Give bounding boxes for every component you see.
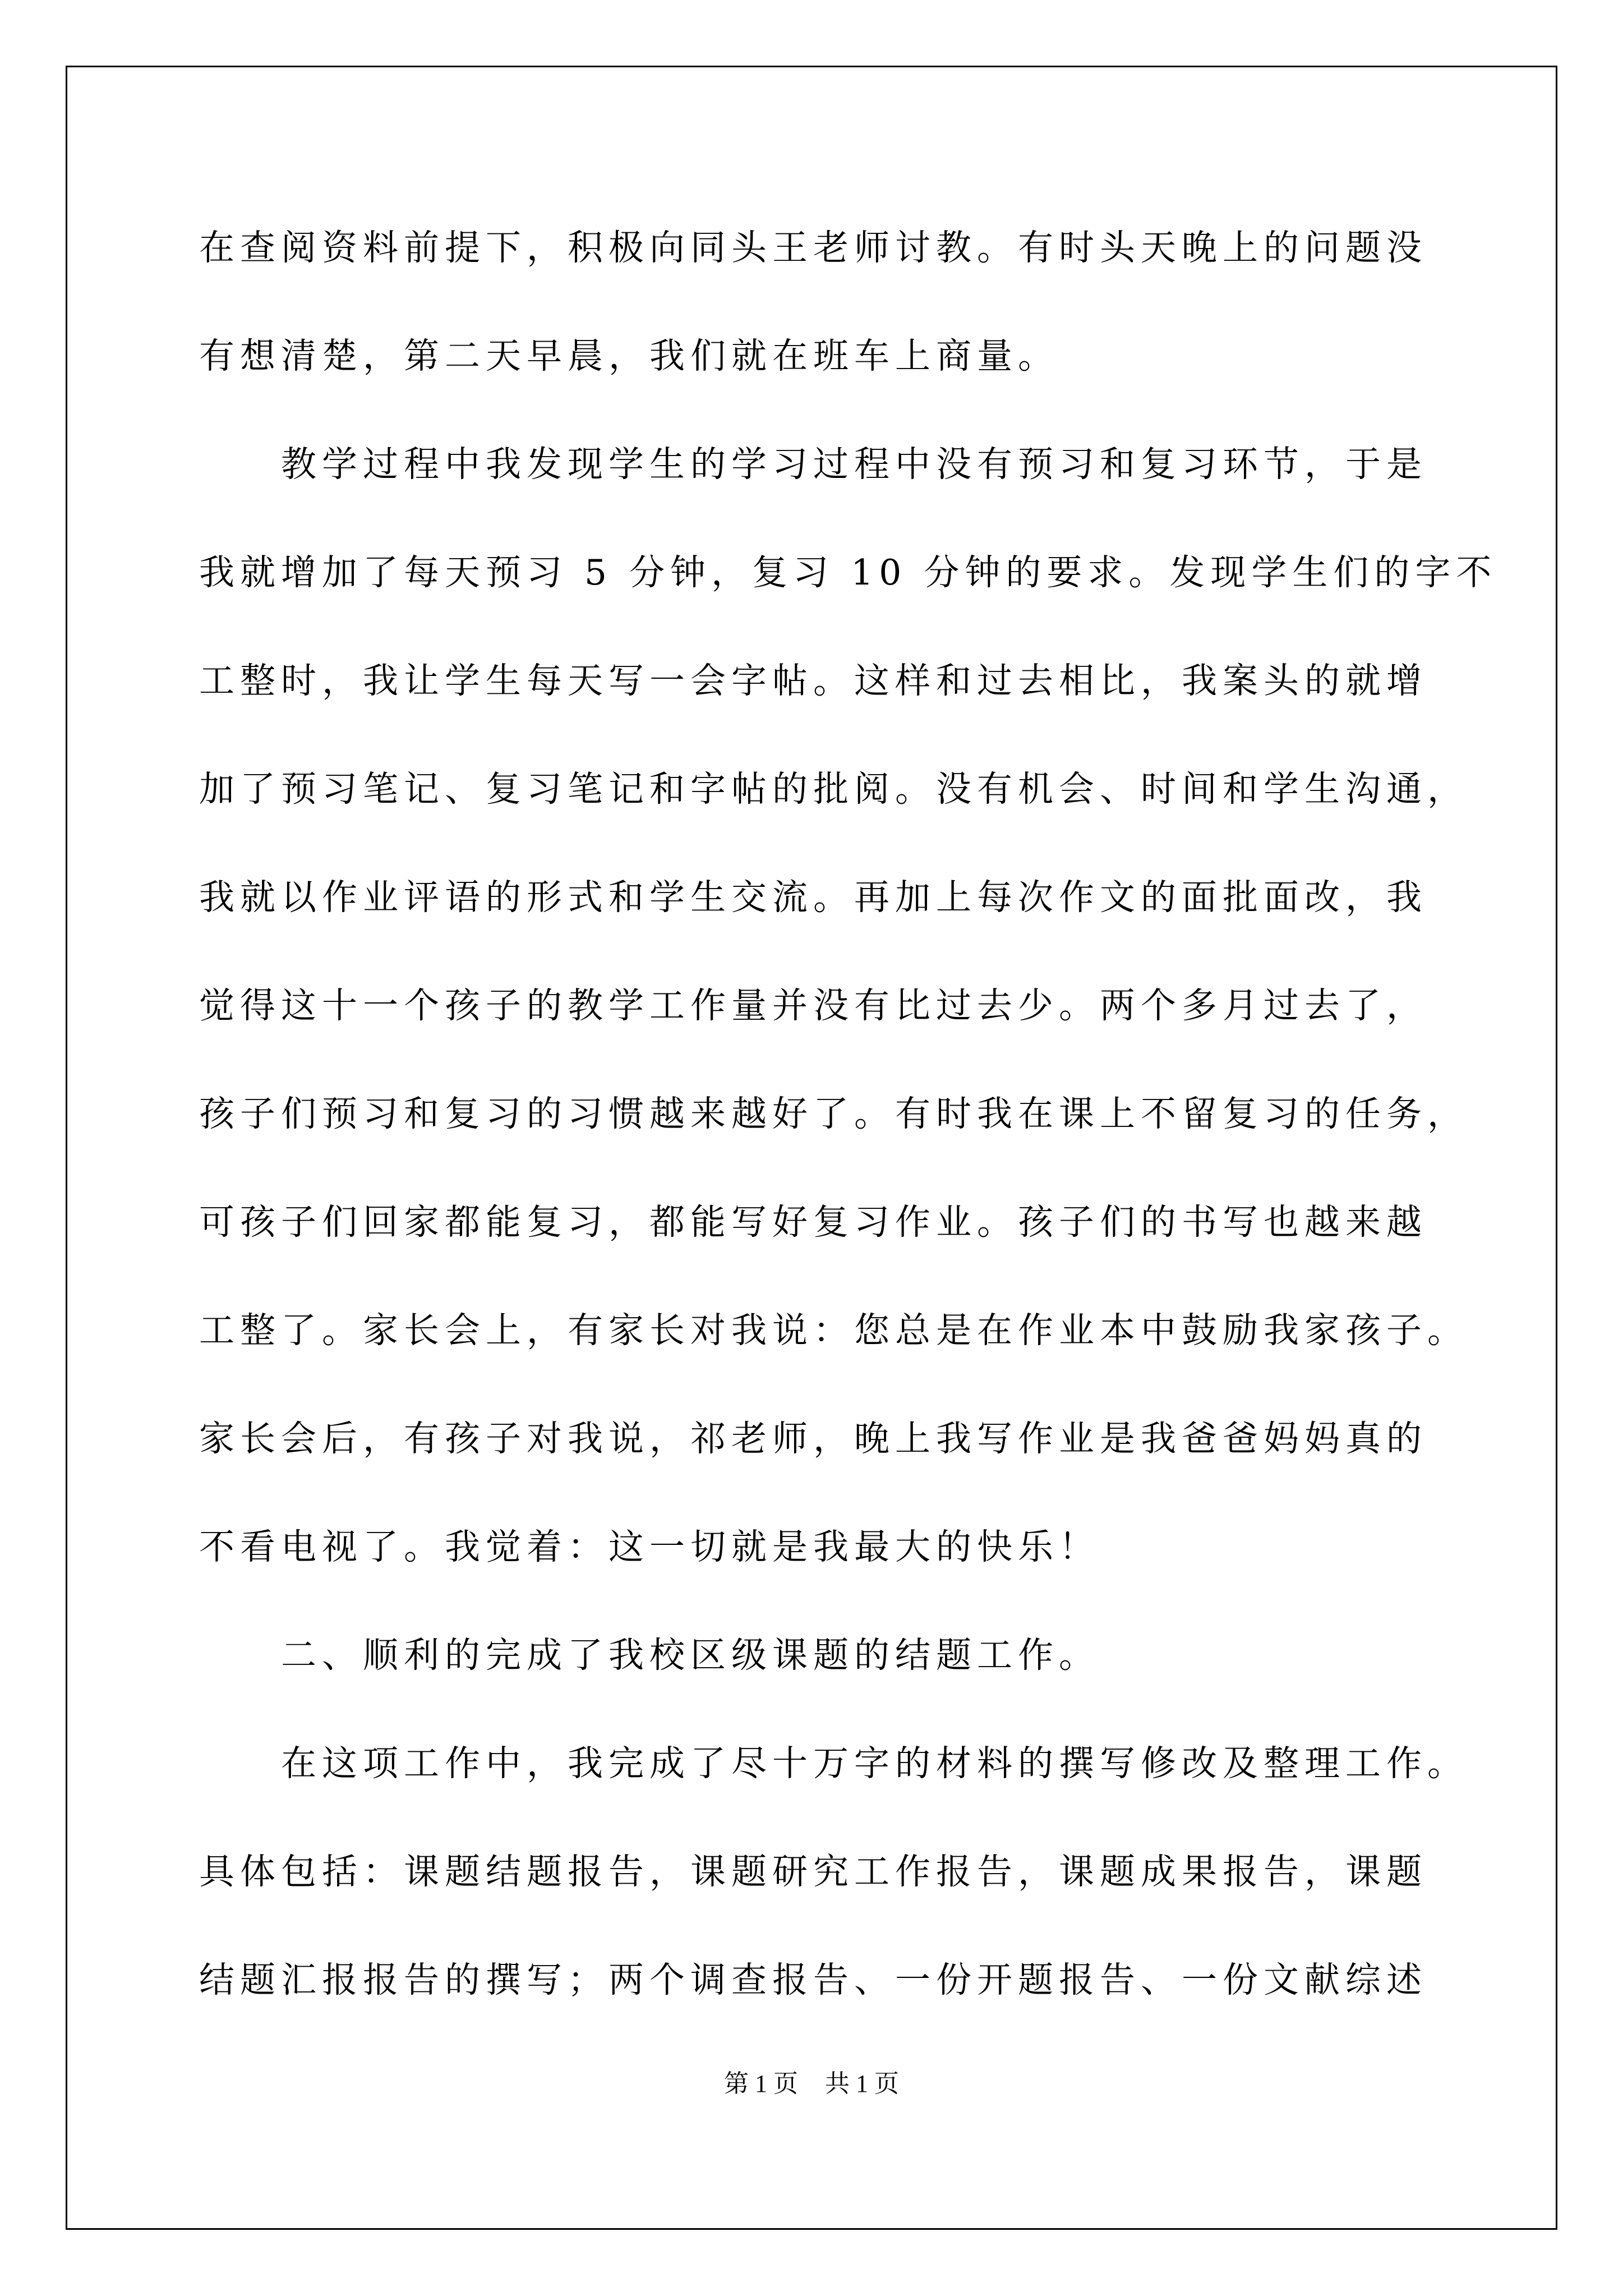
page-footer <box>0 2063 1623 2099</box>
text-line: 加了预习笔记、复习笔记和字帖的批阅。没有机会、时间和学生沟通， <box>199 769 1468 809</box>
text-line: 工整时，我让学生每天写一会字帖。这样和过去相比，我案头的就增 <box>199 660 1427 701</box>
page-total: 共 1 页 <box>825 2070 899 2097</box>
text-line: 我就以作业评语的形式和学生交流。再加上每次作文的面批面改，我 <box>199 877 1427 918</box>
text-line: 工整了。家长会上，有家长对我说：您总是在作业本中鼓励我家孩子。 <box>199 1310 1468 1351</box>
document-body <box>199 219 1497 2059</box>
text-line: 在这项工作中，我完成了尽十万字的材料的撰写修改及整理工作。 <box>199 1743 1468 1784</box>
text-line: 我就增加了每天预习 5 分钟，复习 10 分钟的要求。发现学生们的字不 <box>199 552 1497 593</box>
section-heading: 二、顺利的完成了我校区级课题的结题工作。 <box>199 1635 1100 1676</box>
text-line: 孩子们预习和复习的习惯越来越好了。有时我在课上不留复习的任务， <box>199 1093 1468 1134</box>
text-line: 结题汇报报告的撰写；两个调查报告、一份开题报告、一份文献综述 <box>199 1959 1427 2000</box>
text-line: 不看电视了。我觉着：这一切就是我最大的快乐！ <box>199 1526 1100 1567</box>
page-number: 第 1 页 <box>724 2070 798 2097</box>
text-line: 有想清楚，第二天早晨，我们就在班车上商量。 <box>199 335 1059 376</box>
text-line: 具体包括：课题结题报告，课题研究工作报告，课题成果报告，课题 <box>199 1851 1427 1892</box>
text-line: 觉得这十一个孩子的教学工作量并没有比过去少。两个多月过去了， <box>199 985 1427 1026</box>
text-line: 家长会后，有孩子对我说，祁老师，晚上我写作业是我爸爸妈妈真的 <box>199 1418 1427 1459</box>
text-line: 可孩子们回家都能复习，都能写好复习作业。孩子们的书写也越来越 <box>199 1202 1427 1243</box>
text-line: 教学过程中我发现学生的学习过程中没有预习和复习环节，于是 <box>199 444 1427 485</box>
text-line: 在查阅资料前提下，积极向同头王老师讨教。有时头天晚上的问题没 <box>199 227 1427 268</box>
